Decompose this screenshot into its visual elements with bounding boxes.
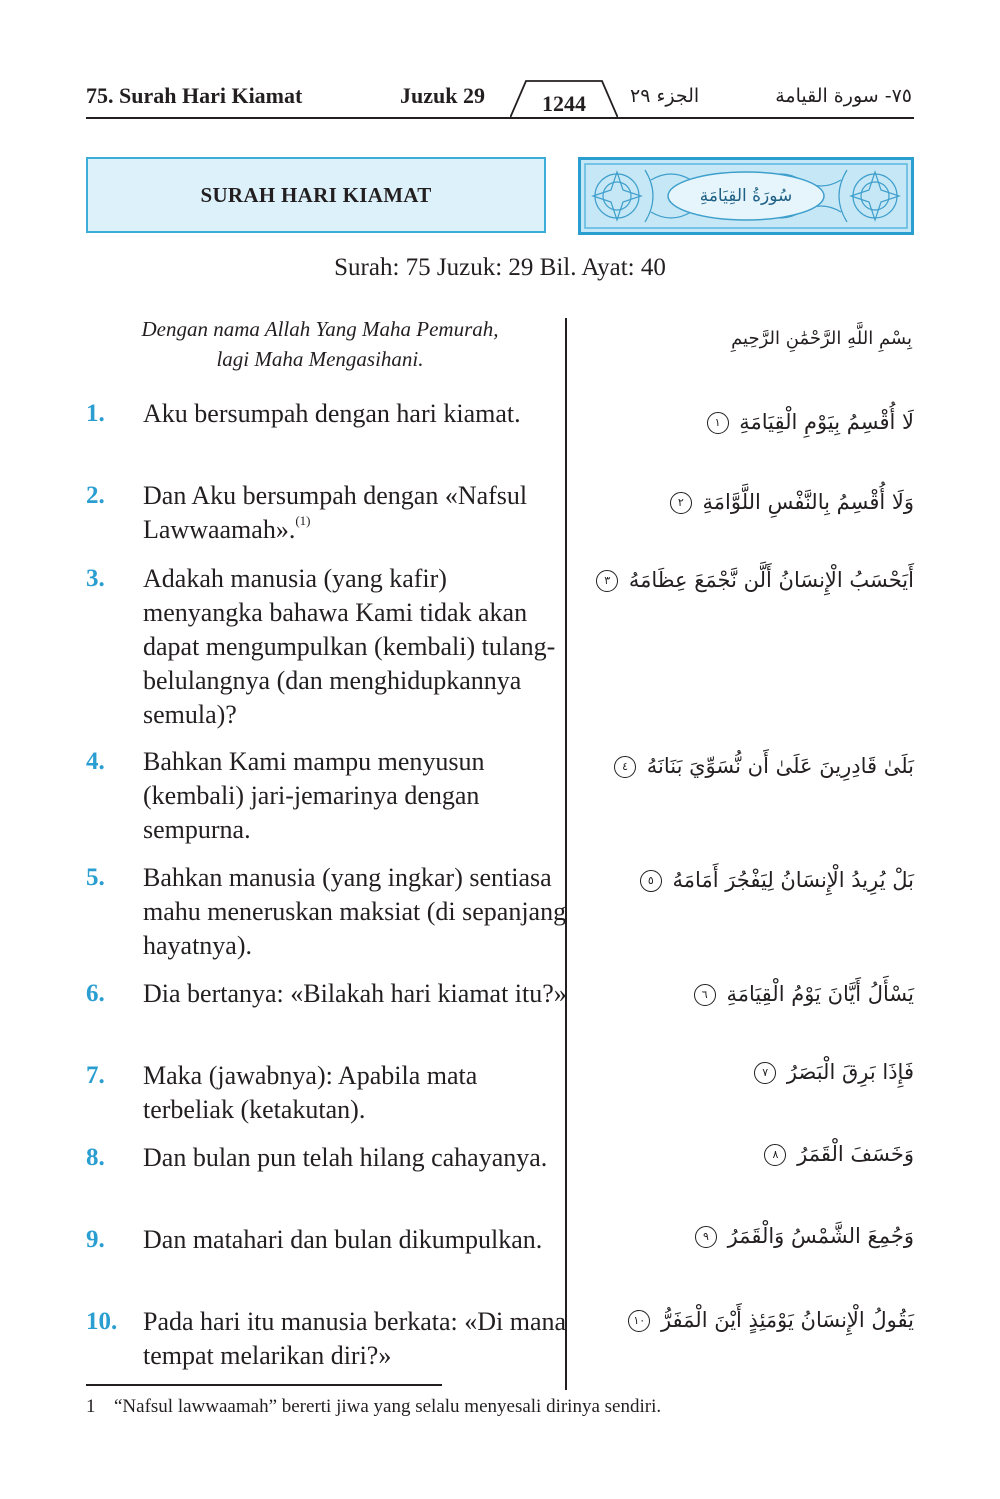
verse-number: 2. bbox=[86, 482, 105, 509]
surah-title: SURAH HARI KIAMAT bbox=[200, 182, 432, 207]
basmala-line-1: Dengan nama Allah Yang Maha Pemurah, bbox=[141, 317, 499, 341]
verse-number: 4. bbox=[86, 748, 105, 775]
verse-7-arabic bbox=[584, 1056, 914, 1088]
basmala-line-2: lagi Maha Mengasihani. bbox=[216, 347, 424, 371]
ayah-end-marker: ٩ bbox=[695, 1226, 717, 1248]
verse-number: 1. bbox=[86, 400, 105, 427]
arabic-text: أَيَحْسَبُ الْإِنسَانُ أَلَّن نَّجْمَعَ عِظَامَهُ bbox=[628, 568, 914, 592]
arabic-title-ornament bbox=[578, 157, 914, 235]
ayah-end-marker: ٣ bbox=[596, 570, 618, 592]
verse-3-arabic bbox=[584, 564, 914, 596]
verse-number: 3. bbox=[86, 565, 105, 592]
verse-9-arabic bbox=[584, 1220, 914, 1252]
arabic-text: يَقُولُ الْإِنسَانُ يَوْمَئِذٍ أَيْنَ الْمَفَرُّ bbox=[660, 1308, 914, 1332]
running-header-arabic-juz: الجزء ٢٩ bbox=[630, 85, 700, 107]
surah-title-box bbox=[86, 157, 546, 233]
verse-number: 7. bbox=[86, 1062, 105, 1089]
arabic-surah-title: سُورَةُ القِيَامَةِ bbox=[699, 186, 793, 206]
ayah-end-marker: ١٠ bbox=[628, 1310, 650, 1332]
verse-translation: Bahkan manusia (yang ingkar) sentiasa mahu meneruskan maksiat (di sepanjang hayatnya). bbox=[143, 863, 567, 960]
verse-translation: Dan bulan pun telah hilang cahayanya. bbox=[143, 1143, 548, 1172]
footnote-ref: (1) bbox=[295, 513, 311, 528]
verse-translation: Dia bertanya: «Bilakah hari kiamat itu?» bbox=[143, 979, 567, 1008]
arabic-text: وَجُمِعَ الشَّمْسُ وَالْقَمَرُ bbox=[727, 1224, 914, 1248]
ayah-end-marker: ٦ bbox=[694, 984, 716, 1006]
arabic-text: بَلَىٰ قَادِرِينَ عَلَىٰ أَن نُّسَوِّيَ بَنَانَهُ bbox=[646, 754, 914, 778]
header-rule bbox=[86, 117, 914, 119]
footnote-number: 1 bbox=[86, 1396, 96, 1417]
verse-number: 9. bbox=[86, 1226, 105, 1253]
verse-number: 10. bbox=[86, 1308, 118, 1335]
footnote-rule bbox=[86, 1384, 442, 1386]
verse-number: 8. bbox=[86, 1144, 105, 1171]
verse-text: Dan Aku bersumpah dengan «Nafsul Lawwaamah». bbox=[143, 481, 528, 544]
verse-4-arabic bbox=[584, 750, 914, 782]
verse-translation: Adakah manusia (yang kafir) menyangka bahawa Kami tidak akan dapat mengumpulkan (kembali) tulang-belulangnya (dan menghidupkannya semula)? bbox=[143, 564, 556, 729]
verse-translation: Bahkan Kami mampu menyusun (kembali) jari-jemarinya dengan sempurna. bbox=[143, 747, 485, 844]
arabic-text: فَإِذَا بَرِقَ الْبَصَرُ bbox=[786, 1060, 914, 1084]
verse-translation bbox=[143, 479, 567, 547]
footnote-text: “Nafsul lawwaamah” bererti jiwa yang selalu menyesali dirinya sendiri. bbox=[114, 1396, 662, 1417]
ayah-end-marker: ٢ bbox=[670, 492, 692, 514]
verse-6-arabic bbox=[584, 978, 914, 1010]
verse-2-arabic bbox=[584, 486, 914, 518]
arabic-text: بَلْ يُرِيدُ الْإِنسَانُ لِيَفْجُرَ أَمَامَهُ bbox=[672, 868, 914, 892]
arabic-text: يَسْأَلُ أَيَّانَ يَوْمُ الْقِيَامَةِ bbox=[726, 982, 914, 1006]
verse-5-arabic bbox=[584, 864, 914, 896]
running-header-juzuk: Juzuk 29 bbox=[400, 83, 485, 108]
verse-10-arabic bbox=[584, 1304, 914, 1336]
verse-number: 6. bbox=[86, 980, 105, 1007]
footnote bbox=[86, 1396, 661, 1418]
page-number: 1244 bbox=[542, 91, 586, 116]
ayah-end-marker: ٥ bbox=[640, 870, 662, 892]
running-header-surah: 75. Surah Hari Kiamat bbox=[86, 83, 303, 108]
surah-meta: Surah: 75 Juzuk: 29 Bil. Ayat: 40 bbox=[334, 254, 666, 281]
ayah-end-marker: ٧ bbox=[754, 1062, 776, 1084]
verse-translation: Pada hari itu manusia berkata: «Di mana tempat melarikan diri?» bbox=[143, 1307, 567, 1370]
arabic-text: لَا أُقْسِمُ بِيَوْمِ الْقِيَامَةِ bbox=[739, 410, 914, 434]
basmala-translation bbox=[96, 314, 544, 374]
arabic-text: وَخَسَفَ الْقَمَرُ bbox=[797, 1142, 914, 1166]
arabic-text: وَلَا أُقْسِمُ بِالنَّفْسِ اللَّوَّامَةِ bbox=[702, 490, 914, 514]
running-header-arabic-surah: ٧٥- سورة القيامة bbox=[775, 85, 912, 107]
verse-8-arabic bbox=[584, 1138, 914, 1170]
verse-translation: Aku bersumpah dengan hari kiamat. bbox=[143, 399, 521, 428]
ayah-end-marker: ٤ bbox=[614, 756, 636, 778]
verse-translation: Dan matahari dan bulan dikumpulkan. bbox=[143, 1225, 543, 1254]
verse-1-arabic bbox=[584, 406, 914, 438]
ayah-end-marker: ١ bbox=[707, 412, 729, 434]
basmala-arabic: بِسْمِ اللَّهِ الرَّحْمَٰنِ الرَّحِيمِ bbox=[731, 328, 912, 349]
verse-number: 5. bbox=[86, 864, 105, 891]
ayah-end-marker: ٨ bbox=[764, 1144, 786, 1166]
verse-translation: Maka (jawabnya): Apabila mata terbeliak (ketakutan). bbox=[143, 1061, 478, 1124]
